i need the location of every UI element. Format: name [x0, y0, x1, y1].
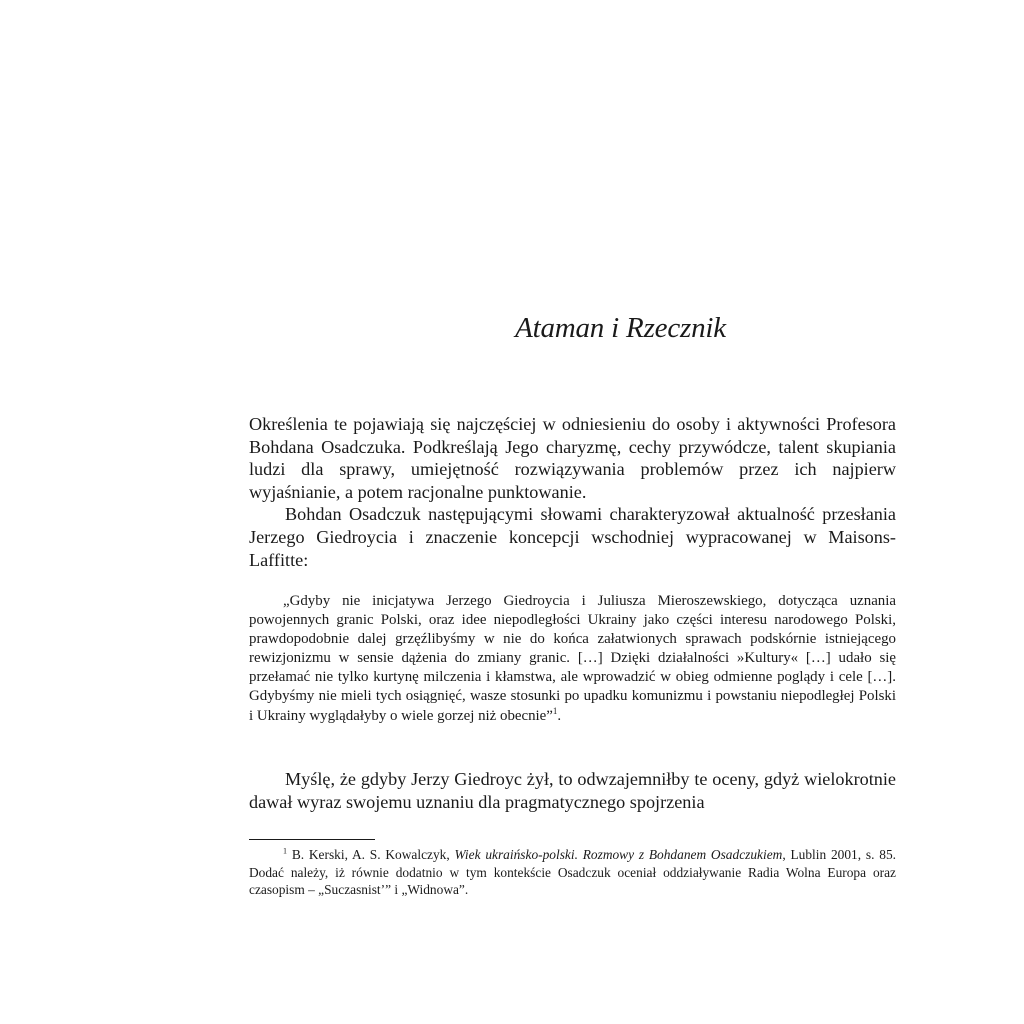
chapter-title: [249, 308, 896, 348]
footnote-ref: 1: [552, 705, 558, 716]
footnote-authors: B. Kerski, A. S. Kowalczyk,: [291, 847, 450, 862]
paragraph-3: Myślę, że gdyby Jerzy Giedroyc żył, to odwzajemniłby te oceny, gdyż wielokrotnie dawał wyraz swojemu uznaniu dla pragmatycznego spojrzenia: [249, 769, 896, 812]
footnote: [249, 846, 896, 899]
footnote-rest: , Lublin 2001, s. 85. Dodać należy, iż równie dodatnio w tym kontekście Osadczuk oceniał oddziaływanie Radia Wolna Europa oraz czasopism – „Suczasnist’” i „Widnowa”.: [249, 847, 896, 898]
paragraph-2: Bohdan Osadczuk następującymi słowami charakteryzował aktualność przesłania Jerzego Giedroycia i znaczenie koncepcji wschodniej wypracowanej w Maisons-Laffitte:: [249, 504, 896, 570]
quote-text: „Gdyby nie inicjatywa Jerzego Giedroycia i Juliusza Mieroszewskiego, dotycząca uznania powojennych granic Polski, oraz idee niepodległości Ukrainy jako części interesu narodowego Polski, prawdopodobnie dalej grzęźlibyśmy w nie do końca załatwionych sprawach podskórnie istniejącego rewizjonizmu w sensie dążenia do zmiany granic. […] Dzięki działalności »Kultury« […] udało się przełamać nie tylko kurtynę milczenia i kłamstwa, ale wprowadzić w obieg odmienne poglądy i cele […]. Gdybyśmy nie mieli tych osiągnięć, wasze stosunki po upadku komunizmu i powstaniu niepodległej Polski i Ukrainy wyglądałyby o wiele gorzej niż obecnie”: [249, 593, 896, 724]
footnote-number: 1: [283, 846, 288, 856]
footnote-book-title: Wiek ukraińsko-polski. Rozmowy z Bohdanem Osadczukiem: [454, 847, 783, 862]
block-quote: „Gdyby nie inicjatywa Jerzego Giedroycia i Juliusza Mieroszewskiego, dotycząca uznania powojennych granic Polski, oraz idee niepodległości Ukrainy jako części interesu narodowego Polski, prawdopodobnie dalej grzęźlibyśmy w nie do końca załatwionych sprawach podskórnie istniejącego rewizjonizmu w sensie dążenia do zmiany granic. […] Dzięki działalności »Kultury« […] udało się przełamać nie tylko kurtynę milczenia i kłamstwa, ale wprowadzić w obieg odmienne poglądy i cele […]. Gdybyśmy nie mieli tych osiągnięć, wasze stosunki po upadku komunizmu i powstaniu niepodległej Polski i Ukrainy wyglądałyby o wiele gorzej niż obecnie”$^1$.: [249, 593, 896, 724]
chapter-title-text: Ataman i Rzecznik: [515, 312, 726, 344]
footnote-separator: [249, 839, 375, 840]
body-text: [249, 413, 896, 571]
paragraph-1: Określenia te pojawiają się najczęściej w odniesieniu do osoby i aktywności Profesora Bohdana Osadczuka. Podkreślają Jego charyzmę, cechy przywódcze, talent skupiania ludzi dla sprawy, umiejętność rozwiązywania problemów przez ich najpierw wyjaśnianie, a potem racjonalne punktowanie.: [249, 414, 896, 502]
